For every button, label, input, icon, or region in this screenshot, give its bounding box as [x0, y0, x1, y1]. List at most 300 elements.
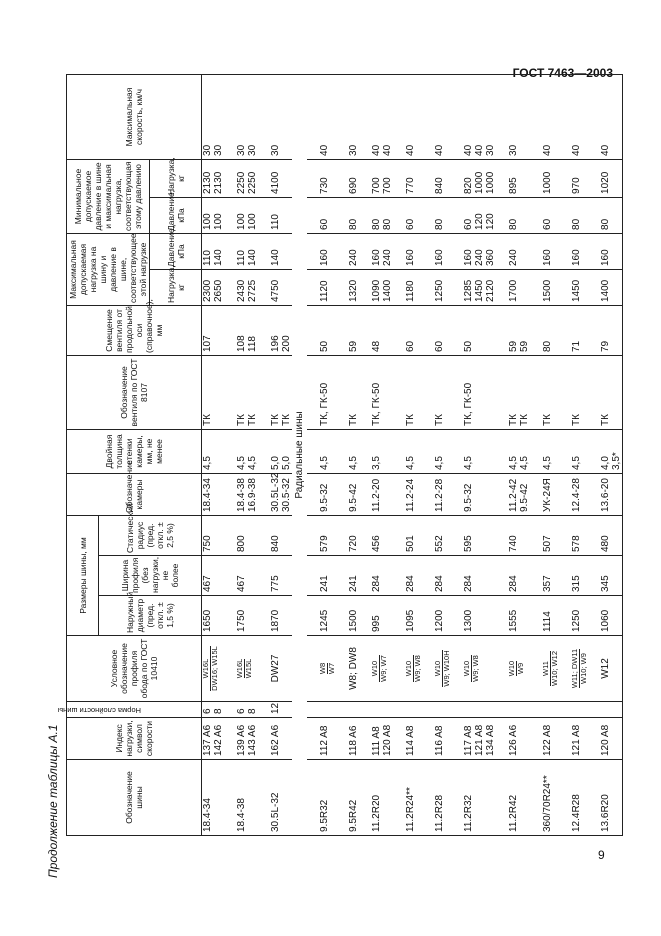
cell-outer-diameter — [202, 596, 225, 636]
cell-line: 552 — [434, 535, 445, 552]
cell-line: ТК — [600, 414, 611, 426]
cell-line: 18.4-34 — [202, 798, 213, 832]
cell-line: 2430 — [236, 279, 247, 302]
cell-line: 50 — [463, 340, 474, 352]
cell-line: 2250 — [236, 171, 247, 194]
cell-line: 60 — [319, 218, 330, 230]
cell-line: 2650 — [213, 279, 224, 302]
cell-line: 114 A8 — [405, 725, 416, 756]
cell-designation — [422, 760, 451, 836]
header-outer-diameter: Наружный диаметр (пред. откл. ± 1,5 %) — [99, 596, 202, 636]
cell-valve-offset — [393, 306, 422, 356]
cell-tube — [496, 474, 530, 516]
cell-line: ТК — [434, 414, 445, 426]
cell-min-pressure — [393, 197, 422, 233]
cell-line: 30 — [348, 144, 359, 156]
cell-line: 120 A8 — [600, 724, 611, 756]
table-row — [292, 74, 307, 835]
cell-line: 143 A6 — [247, 724, 258, 756]
cell-line — [434, 705, 445, 714]
cell-outer-diameter — [307, 596, 336, 636]
cell-line: 4,5 — [508, 456, 519, 470]
cell-valve-offset — [530, 306, 559, 356]
cell-max-speed — [336, 74, 359, 159]
cell-line: 40 — [434, 144, 445, 156]
cell-outer-diameter — [224, 596, 258, 636]
cell-line: 6 — [202, 708, 213, 714]
cell-line: 730 — [319, 177, 330, 194]
cell-wall-thickness — [258, 430, 292, 474]
cell-line: 360 — [485, 249, 496, 266]
cell-line: 4,5 — [236, 456, 247, 470]
rim-denominator: W9; W8 — [471, 655, 480, 682]
cell-line: 112 A8 — [319, 725, 330, 756]
cell-line: 60 — [542, 218, 553, 230]
cell-min-pressure — [224, 197, 258, 233]
cell-valve-offset — [336, 306, 359, 356]
cell-line: 16.9-38 — [247, 478, 258, 512]
cell-line: 1870 — [270, 609, 281, 632]
cell-line: 18.4-38 — [236, 478, 247, 512]
cell-outer-diameter — [530, 596, 559, 636]
cell-line: 40 — [542, 144, 553, 156]
cell-min-load — [336, 159, 359, 197]
cell-line: 456 — [371, 535, 382, 552]
cell-line — [571, 705, 582, 714]
cell-line: 160 — [463, 249, 474, 266]
cell-profile-width — [451, 556, 496, 596]
rim-fraction — [463, 655, 480, 682]
rim-numerator: W10 — [507, 660, 516, 677]
cell-ply-rating — [307, 702, 336, 718]
cell-ply-rating — [224, 702, 258, 718]
rim-fraction — [405, 655, 422, 682]
cell-line: 121 A8 — [474, 724, 485, 756]
cell-line: 8 — [213, 708, 224, 714]
cell-designation — [530, 760, 559, 836]
cell-line: 720 — [348, 535, 359, 552]
rim-denominator: DW16; W15L — [210, 646, 219, 691]
cell-line: 4750 — [270, 279, 281, 302]
cell-line: 9.5-32 — [319, 483, 330, 512]
cell-line — [247, 763, 258, 832]
cell-outer-diameter — [588, 596, 623, 636]
cell-line: 595 — [463, 535, 474, 552]
cell-line: 12.4R28 — [571, 794, 582, 832]
cell-max-speed — [258, 74, 292, 159]
cell-max-speed — [202, 74, 225, 159]
cell-line: 750 — [202, 535, 213, 552]
table-continuation-caption: Продолжение таблицы А.1 — [46, 724, 60, 878]
cell-tube — [530, 474, 559, 516]
cell-line: 160 — [600, 249, 611, 266]
cell-line: 40 — [463, 144, 474, 156]
cell-load-index — [393, 718, 422, 760]
cell-wall-thickness — [202, 430, 225, 474]
cell-line: 59 — [519, 340, 530, 352]
cell-designation — [258, 760, 292, 836]
cell-max-load — [258, 270, 292, 306]
header-profile-width: Ширина профиля (без нагрузки, не более — [99, 556, 202, 596]
cell-line: 100 — [236, 213, 247, 230]
cell-static-radius — [307, 516, 336, 556]
cell-static-radius — [224, 516, 258, 556]
cell-line: 700 — [371, 177, 382, 194]
cell-line: 80 — [371, 218, 382, 230]
cell-outer-diameter — [451, 596, 496, 636]
cell-line: 240 — [508, 249, 519, 266]
cell-line: 11.2R32 — [463, 794, 474, 832]
rim-denominator: W9; W10H — [442, 650, 451, 687]
cell-ply-rating — [258, 702, 292, 718]
header-min-load-kg: Нагрузка, кг — [150, 159, 202, 197]
cell-tube — [359, 474, 393, 516]
cell-min-pressure — [336, 197, 359, 233]
cell-static-radius — [588, 516, 623, 556]
cell-line: 1400 — [382, 279, 393, 302]
cell-min-pressure — [422, 197, 451, 233]
cell-line — [213, 763, 224, 832]
page-number: 9 — [598, 848, 605, 862]
cell-line: ТК — [571, 414, 582, 426]
cell-line: 142 A6 — [213, 724, 224, 756]
cell-rim — [530, 636, 559, 702]
cell-line: ТК — [348, 414, 359, 426]
header-ply-rating-text: Норма слойности шины — [57, 706, 141, 715]
cell-max-speed — [224, 74, 258, 159]
rim-fraction — [434, 650, 451, 686]
cell-line: 160 — [405, 249, 416, 266]
rim-text: DW27 — [270, 654, 281, 683]
table-row — [530, 74, 559, 835]
cell-line: ТК, ГК-50 — [463, 382, 474, 426]
cell-line: 80 — [382, 218, 393, 230]
cell-line: 240 — [474, 249, 485, 266]
cell-max-load — [559, 270, 588, 306]
cell-line: ТК — [202, 414, 213, 426]
cell-line: 1300 — [463, 609, 474, 632]
cell-profile-width — [496, 556, 530, 596]
cell-line: 60 — [405, 218, 416, 230]
cell-rim — [496, 636, 530, 702]
cell-max-load — [451, 270, 496, 306]
cell-max-load — [393, 270, 422, 306]
cell-line: 30 — [270, 144, 281, 156]
cell-line: 2300 — [202, 279, 213, 302]
cell-tube — [451, 474, 496, 516]
cell-wall-thickness — [451, 430, 496, 474]
cell-valve — [451, 356, 496, 430]
table-row — [588, 74, 623, 835]
cell-max-load — [422, 270, 451, 306]
cell-line: 40 — [371, 144, 382, 156]
cell-valve-offset — [451, 306, 496, 356]
cell-profile-width — [422, 556, 451, 596]
cell-line: 110 — [270, 214, 281, 230]
cell-line: 4,5 — [319, 456, 330, 470]
rim-numerator: W10 — [434, 650, 443, 686]
cell-line: 2120 — [485, 279, 496, 302]
header-min-pressure-load: Минимальное допускаемое давление в шине и максимальная нагрузка, соответствующая этому давлению — [67, 159, 150, 233]
cell-line: 1450 — [571, 279, 582, 302]
cell-line: 507 — [542, 535, 553, 552]
cell-line: 578 — [571, 535, 582, 552]
cell-tube — [224, 474, 258, 516]
cell-line: 240 — [348, 249, 359, 266]
cell-line — [485, 763, 496, 832]
cell-line: 108 — [236, 335, 247, 352]
cell-line: 11.2R24** — [405, 787, 416, 832]
header-min-pressure-kpa: Давление, кПа — [150, 197, 202, 233]
rim-text: W8; DW8 — [348, 647, 359, 690]
cell-profile-width — [588, 556, 623, 596]
rim-denominator: W7 — [327, 662, 336, 675]
cell-line: 116 A8 — [434, 725, 445, 756]
cell-line: 2725 — [247, 279, 258, 302]
cell-line — [474, 763, 485, 832]
cell-line: 1114 — [542, 611, 553, 632]
cell-line: 1700 — [508, 279, 519, 302]
cell-line — [485, 705, 496, 714]
cell-line: 1285 — [463, 279, 474, 302]
cell-min-load — [496, 159, 530, 197]
cell-line: 1000 — [474, 171, 485, 194]
cell-valve — [336, 356, 359, 430]
cell-line: 110 — [202, 250, 213, 266]
cell-line: 1500 — [542, 279, 553, 302]
cell-line: 9.5R32 — [319, 799, 330, 832]
cell-max-load — [496, 270, 530, 306]
cell-line: 4,5 — [202, 456, 213, 470]
cell-line — [348, 705, 359, 714]
cell-valve-offset — [258, 306, 292, 356]
cell-line — [382, 705, 393, 714]
cell-line: 30.5L-32 — [270, 792, 281, 832]
cell-profile-width — [224, 556, 258, 596]
cell-line: 9.5R42 — [348, 799, 359, 832]
cell-line: ТК, ГК-50 — [371, 382, 382, 426]
cell-min-pressure — [451, 197, 496, 233]
cell-static-radius — [359, 516, 393, 556]
cell-valve-offset — [202, 306, 225, 356]
cell-min-load — [359, 159, 393, 197]
cell-min-load — [224, 159, 258, 197]
header-max-load-pressure: Максимальная допускаемая нагрузка на шину и давление в шине, соответствующее этой нагрузке — [67, 233, 150, 305]
cell-max-pressure — [359, 233, 393, 269]
cell-line: 5,0 — [281, 456, 292, 470]
cell-line: 4,0 — [600, 456, 611, 470]
cell-line: 740 — [508, 535, 519, 552]
cell-tube — [559, 474, 588, 516]
cell-line: 4,5 — [463, 456, 474, 470]
rim-fraction — [319, 663, 336, 674]
cell-max-pressure — [451, 233, 496, 269]
header-tire-dimensions: Размеры шины, мм — [67, 516, 99, 636]
rim-numerator: W10 — [463, 655, 472, 682]
header-valve-offset: Смещение вентиля от продольной оси (справочное), мм — [67, 306, 202, 356]
cell-max-speed — [307, 74, 336, 159]
rim-numerator: W16L — [202, 646, 211, 691]
cell-wall-thickness — [336, 430, 359, 474]
cell-line: 30.5-32 — [281, 478, 292, 512]
cell-line: 9.5-42 — [348, 483, 359, 512]
cell-line — [542, 705, 553, 714]
cell-outer-diameter — [559, 596, 588, 636]
cell-rim — [559, 636, 588, 702]
cell-line: 284 — [508, 575, 519, 592]
cell-static-radius — [422, 516, 451, 556]
cell-load-index — [530, 718, 559, 760]
cell-line: 121 A8 — [571, 724, 582, 756]
cell-line: 117 A8 — [463, 725, 474, 756]
cell-line: 284 — [434, 575, 445, 592]
cell-line: 1090 — [371, 279, 382, 302]
cell-line: 18.4-38 — [236, 798, 247, 832]
cell-valve — [588, 356, 623, 430]
table-row — [393, 74, 422, 835]
cell-valve-offset — [496, 306, 530, 356]
rim-numerator: W11; DW11 — [570, 648, 579, 689]
cell-valve — [224, 356, 258, 430]
cell-ply-rating — [588, 702, 623, 718]
header-max-load-kg: Нагрузка, кг — [150, 270, 202, 306]
cell-min-pressure — [559, 197, 588, 233]
tire-specification-table — [57, 74, 623, 836]
cell-line: 1450 — [474, 279, 485, 302]
cell-line: 775 — [270, 575, 281, 592]
table-row — [307, 74, 336, 835]
cell-designation — [307, 760, 336, 836]
cell-max-pressure — [336, 233, 359, 269]
cell-static-radius — [559, 516, 588, 556]
cell-max-load — [307, 270, 336, 306]
header-load-index: Индекс нагрузки, символ скорости — [67, 718, 202, 760]
cell-max-pressure — [258, 233, 292, 269]
cell-max-load — [224, 270, 258, 306]
cell-line: 1120 — [319, 280, 330, 302]
cell-line: 40 — [382, 144, 393, 156]
cell-line: 160 — [371, 249, 382, 266]
cell-max-speed — [422, 74, 451, 159]
cell-profile-width — [258, 556, 292, 596]
cell-line: 60 — [463, 218, 474, 230]
cell-line: 120 — [485, 213, 496, 230]
header-designation: Обозначение шины — [67, 760, 202, 836]
rim-denominator: W9; W8 — [413, 655, 422, 682]
cell-load-index — [559, 718, 588, 760]
cell-line: 4,5 — [247, 456, 258, 470]
header-max-pressure-kpa: Давление, кПа — [150, 233, 202, 269]
cell-line: 770 — [405, 177, 416, 194]
cell-line: ТК, ГК-50 — [319, 382, 330, 426]
cell-valve — [559, 356, 588, 430]
rim-denominator: W9 — [516, 662, 525, 675]
cell-min-pressure — [258, 197, 292, 233]
cell-ply-rating — [451, 702, 496, 718]
cell-rim — [588, 636, 623, 702]
cell-line: 1250 — [571, 609, 582, 632]
cell-line: 3,5* — [611, 452, 622, 470]
cell-line: 820 — [463, 177, 474, 194]
cell-outer-diameter — [393, 596, 422, 636]
cell-load-index — [202, 718, 225, 760]
cell-line: 284 — [463, 575, 474, 592]
cell-profile-width — [530, 556, 559, 596]
cell-line — [474, 705, 485, 714]
cell-load-index — [359, 718, 393, 760]
cell-line: 11.2-20 — [371, 478, 382, 512]
cell-max-load — [588, 270, 623, 306]
cell-line: 5,0 — [270, 456, 281, 470]
cell-wall-thickness — [559, 430, 588, 474]
cell-line: 1180 — [405, 280, 416, 302]
cell-line: 1000 — [542, 171, 553, 194]
cell-line: 11.2-42 — [508, 478, 519, 512]
cell-profile-width — [202, 556, 225, 596]
rim-numerator: W16L — [235, 658, 244, 679]
cell-line: 120 — [474, 213, 485, 230]
cell-line: 467 — [202, 575, 213, 592]
cell-min-pressure — [588, 197, 623, 233]
cell-line: ТК — [542, 414, 553, 426]
cell-line: 48 — [371, 340, 382, 352]
cell-line: 79 — [600, 340, 611, 352]
cell-designation — [224, 760, 258, 836]
cell-line: 1245 — [319, 609, 330, 632]
cell-designation — [588, 760, 623, 836]
cell-ply-rating — [496, 702, 530, 718]
cell-min-load — [451, 159, 496, 197]
cell-line: 4,5 — [434, 456, 445, 470]
cell-line: 160 — [542, 249, 553, 266]
cell-line: 9.5-42 — [519, 483, 530, 512]
document-header: ГОСТ 7463—2003 — [512, 66, 613, 80]
cell-line: 12.4-28 — [571, 478, 582, 512]
cell-line: 8 — [247, 708, 258, 714]
cell-line: 30 — [247, 144, 258, 156]
cell-line: 284 — [371, 575, 382, 592]
cell-max-speed — [359, 74, 393, 159]
cell-line: 40 — [571, 144, 582, 156]
cell-max-pressure — [393, 233, 422, 269]
cell-min-load — [307, 159, 336, 197]
cell-outer-diameter — [336, 596, 359, 636]
header-tube-designation: Обозначение камеры — [67, 474, 202, 516]
cell-max-speed — [559, 74, 588, 159]
cell-line: 11.2R20 — [371, 794, 382, 832]
table-row — [422, 74, 451, 835]
cell-line: 840 — [434, 177, 445, 194]
cell-line: 40 — [319, 144, 330, 156]
cell-line: 4,5 — [405, 456, 416, 470]
cell-rim — [393, 636, 422, 702]
cell-designation — [336, 760, 359, 836]
cell-line: 30 — [213, 144, 224, 156]
cell-line — [508, 705, 519, 714]
cell-line: 12 — [270, 702, 281, 714]
cell-max-speed — [496, 74, 530, 159]
cell-line: 80 — [600, 218, 611, 230]
rim-numerator: W11 — [542, 651, 551, 686]
cell-outer-diameter — [258, 596, 292, 636]
cell-line: 30.5L-32 — [270, 472, 281, 512]
cell-line: ТК — [519, 414, 530, 426]
cell-line: 160 — [319, 249, 330, 266]
cell-line: 140 — [213, 249, 224, 266]
cell-line: ТК — [405, 414, 416, 426]
cell-line: 100 — [202, 213, 213, 230]
cell-rim — [359, 636, 393, 702]
